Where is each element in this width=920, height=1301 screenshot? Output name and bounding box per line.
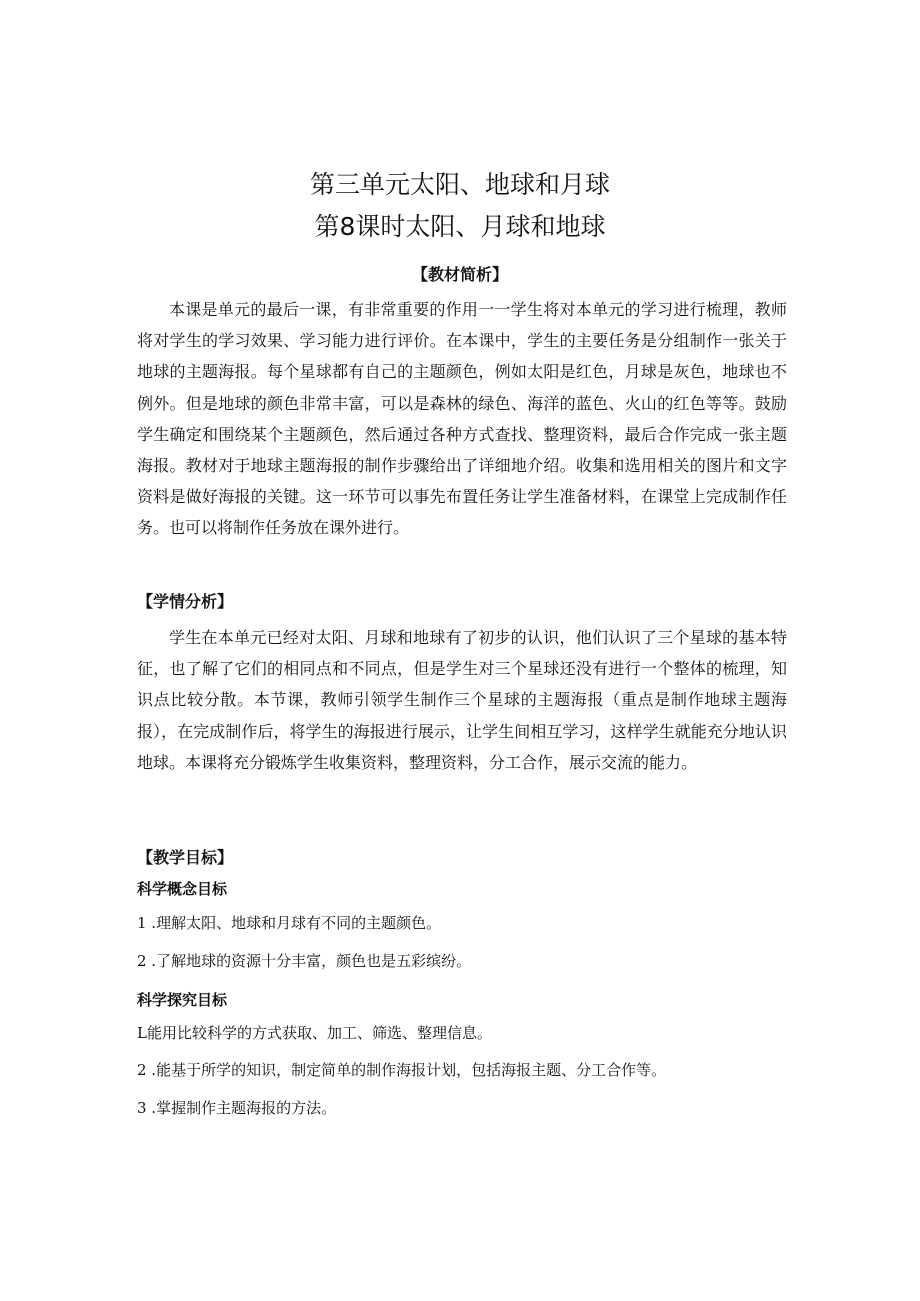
section-heading-textbook-analysis: 【教材简析】 [411,265,508,284]
concept-goals-heading: 科学概念目标 [137,880,228,898]
section-heading-teaching-goals: 【教学目标】 [137,848,234,867]
learner-analysis-paragraph: 学生在本单元已经对太阳、月球和地球有了初步的认识，他们认识了三个星球的基本特征，也了解了它们的相同点和不同点，但是学生对三个星球还没有进行一个整体的梳理，知识点比较分散。本节课，教师引领学生制作三个星球的主题海报（重点是制作地球主题海报），在完成制作后，将学生的海报进行展示，让学生间相互学习，这样学生就能充分地认识地球。本课将充分锻炼学生收集资料，整理资料，分工合作，展示交流的能力。 [137,628,787,772]
inquiry-goal-item: 3 .掌握制作主题海报的方法。 [137,1099,337,1117]
unit-title: 第三单元太阳、地球和月球 [309,170,610,199]
inquiry-goal-item: 2 .能基于所学的知识，制定简单的制作海报计划，包括海报主题、分工合作等。 [137,1061,667,1079]
inquiry-goal-item: L能用比较科学的方式获取、加工、筛选、整理信息。 [137,1024,492,1042]
concept-goal-item: 1 .理解太阳、地球和月球有不同的主题颜色。 [137,914,442,932]
textbook-analysis-paragraph: 本课是单元的最后一课，有非常重要的作用一一学生将对本单元的学习进行梳理，教师将对学生的学习效果、学习能力进行评价。在本课中，学生的主要任务是分组制作一张关于地球的主题海报。每个星球都有自己的主题颜色，例如太阳是红色，月球是灰色，地球也不例外。但是地球的颜色非常丰富，可以是森林的绿色、海洋的蓝色、火山的红色等等。鼓励学生确定和围绕某个主题颜色，然后通过各种方式查找、整理资料，最后合作完成一张主题海报。教材对于地球主题海报的制作步骤给出了详细地介绍。收集和选用相关的图片和文字资料是做好海报的关键。这一环节可以事先布置任务让学生准备材料，在课堂上完成制作任务。也可以将制作任务放在课外进行。 [137,300,787,538]
section-heading-learner-analysis: 【学情分析】 [137,592,234,611]
concept-goal-item: 2 .了解地球的资源十分丰富，颜色也是五彩缤纷。 [137,952,472,970]
inquiry-goals-heading: 科学探究目标 [137,991,228,1009]
lesson-title: 第8课时太阳、月球和地球 [314,212,606,241]
